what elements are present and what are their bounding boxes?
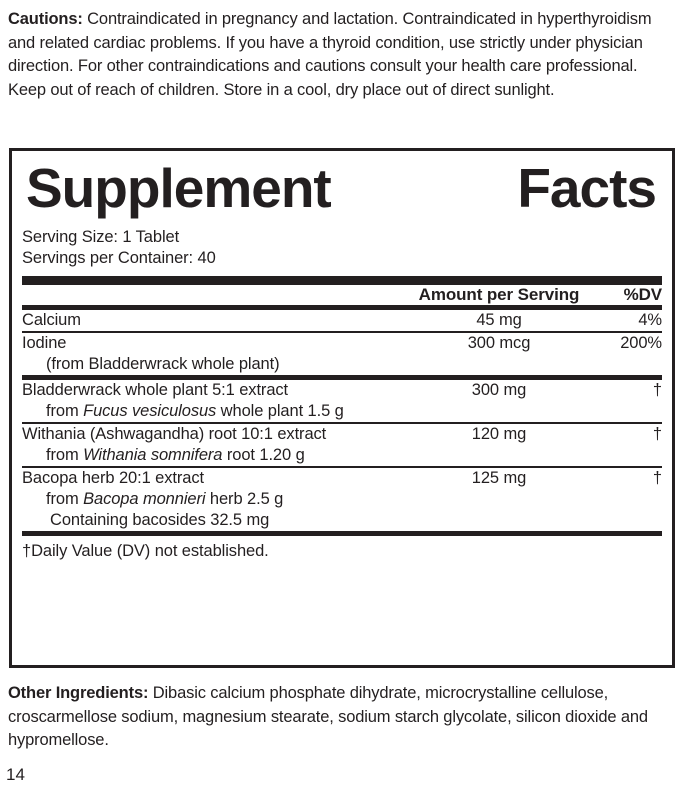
facts-table (22, 285, 662, 305)
rule-thick-top (22, 276, 662, 285)
row-3-sub (22, 445, 414, 466)
header-blank (22, 285, 414, 305)
other-ingredients-label: Other Ingredients: (8, 684, 149, 702)
row-3-sub-post: root 1.20 g (222, 446, 305, 464)
header-dv: %DV (623, 285, 662, 304)
row-2-sub-pre: from (46, 402, 84, 420)
cautions-paragraph (8, 8, 676, 102)
cautions-label: Cautions: (8, 10, 83, 28)
cautions-text: Contraindicated in pregnancy and lactation. Contraindicated in hyperthyroidism and related cardiac problems. If you have a thyroid condition, use strictly under physician direction. For other contraindications and cautions consult your health care professional. Keep out of reach of children. Store in a cool, dry place out of direct sunlight. (8, 10, 652, 99)
title-word-supplement: Supplement (26, 157, 331, 219)
row-4-sub2: Containing bacosides 32.5 mg (50, 511, 270, 529)
title-word-facts: Facts (517, 157, 656, 219)
facts-rows-group-5 (22, 468, 662, 531)
supplement-facts-title (22, 155, 662, 217)
table-row (22, 310, 662, 331)
table-row (22, 424, 662, 466)
other-ingredients-paragraph (8, 682, 676, 753)
row-4-dv: † (652, 469, 662, 487)
table-row (22, 468, 662, 531)
row-2-sub (22, 401, 414, 422)
facts-rows-group-1 (22, 310, 662, 331)
row-3-dv: † (652, 425, 662, 443)
row-2-amount: 300 mg (471, 381, 527, 399)
page-number: 14 (6, 765, 25, 784)
row-0-dv: 4% (638, 311, 662, 329)
row-3-name: Withania (Ashwagandha) root 10:1 extract (22, 425, 327, 443)
supplement-facts-panel (9, 148, 675, 668)
facts-rows-group-3 (22, 380, 662, 422)
facts-rows-group-2 (22, 333, 662, 375)
row-4-sub (22, 489, 414, 510)
row-4-sub-italic: Bacopa monnieri (83, 490, 206, 508)
table-row (22, 333, 662, 375)
servings-per-container: Servings per Container: 40 (22, 249, 216, 267)
row-4-sub-pre: from (46, 490, 84, 508)
row-2-sub-italic: Fucus vesiculosus (83, 402, 217, 420)
row-4-sub-post: herb 2.5 g (205, 490, 284, 508)
row-1-dv: 200% (620, 334, 662, 352)
row-2-sub-post: whole plant 1.5 g (216, 402, 344, 420)
row-1-amount: 300 mcg (467, 334, 531, 352)
table-header-row (22, 285, 662, 305)
row-1-sub: (from Bladderwrack whole plant) (46, 355, 280, 373)
row-1-name: Iodine (22, 334, 67, 352)
row-3-sub-pre: from (46, 446, 84, 464)
row-4-name: Bacopa herb 20:1 extract (22, 469, 204, 487)
row-0-name: Calcium (22, 311, 81, 329)
other-ingredients-text: Dibasic calcium phosphate dihydrate, microcrystalline cellulose, croscarmellose sodium, magnesium stearate, sodium starch glycolate, silicon dioxide and hypromellose. (8, 684, 648, 749)
row-3-amount: 120 mg (471, 425, 527, 443)
serving-size: Serving Size: 1 Tablet (22, 228, 180, 246)
daily-value-footnote: †Daily Value (DV) not established. (22, 542, 269, 560)
header-amount-per-serving: Amount per Serving (418, 285, 580, 304)
facts-rows-group-4 (22, 424, 662, 466)
row-4-amount: 125 mg (471, 469, 527, 487)
serving-info (22, 227, 662, 269)
row-0-amount: 45 mg (476, 311, 522, 329)
row-2-dv: † (652, 381, 662, 399)
row-3-sub-italic: Withania somnifera (83, 446, 223, 464)
row-2-name: Bladderwrack whole plant 5:1 extract (22, 381, 289, 399)
table-row (22, 380, 662, 422)
